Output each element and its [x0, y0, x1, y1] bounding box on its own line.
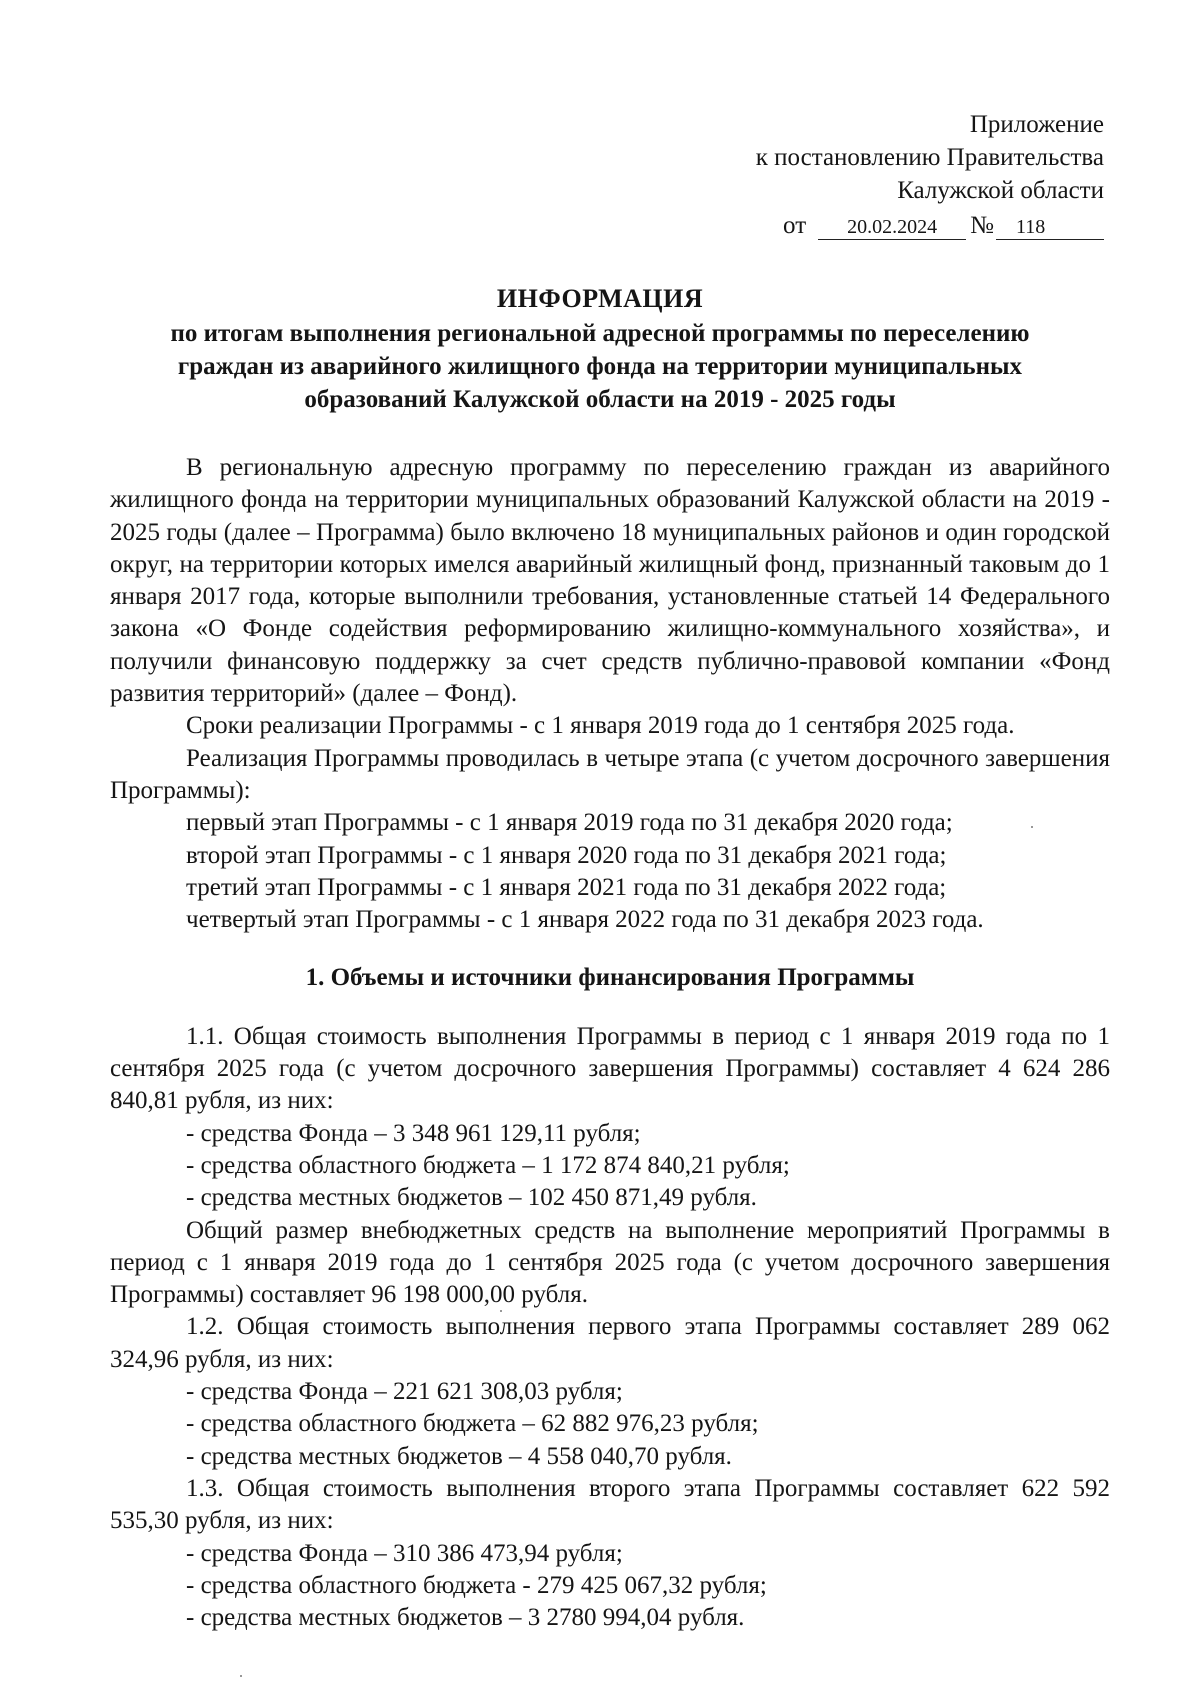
stage-item: первый этап Программы - с 1 января 2019 года по 31 декабря 2020 года;: [186, 809, 953, 837]
title-main: ИНФОРМАЦИЯ: [496, 284, 704, 313]
document-body: [110, 452, 1110, 1634]
funding-item: - средства местных бюджетов – 4 558 040,70 рубля.: [186, 1442, 732, 1470]
program-stages-paragraph: Реализация Программы проводилась в четыре этапа (с учетом досрочного завершения Программы):: [110, 744, 1110, 804]
registration-date: 20.02.2024: [818, 215, 966, 240]
intro-paragraph: В региональную адресную программу по переселению граждан из аварийного жилищного фонда на территории муниципальных образований Калужской области на 2019 - 2025 годы (далее – Программа) было включено 18 муниципальных районов и один городской округ, на территории которых имелся аварийный жилищный фонд, признанный таковым до 1 января 2017 года, которые выполнили требования, установленные статьей 14 Федерального закона «О Фонде содействия реформированию жилищно-коммунального хозяйства», и получили финансовую поддержку за счет средств публично-правовой компании «Фонд развития территорий» (далее – Фонд).: [110, 454, 1110, 708]
appendix-resolution-line: к постановлению Правительства: [755, 144, 1104, 171]
funding-item: - средства местных бюджетов – 3 2780 994,04 рубля.: [186, 1604, 745, 1632]
paragraph-1-1: 1.1. Общая стоимость выполнения Программы в период с 1 января 2019 года по 1 сентября 2025 года (с учетом досрочного завершения Программы) составляет 4 624 286 840,81 рубля, из них:: [110, 1022, 1110, 1115]
extrabudgetary-paragraph: Общий размер внебюджетных средств на выполнение мероприятий Программы в период с 1 января 2019 года до 1 сентября 2025 года (с учетом досрочного завершения Программы) составляет 96 198 000,00 рубля.: [110, 1216, 1110, 1309]
number-sign: №: [970, 212, 994, 239]
title-line-1: по итогам выполнения региональной адресной программы по переселению: [170, 320, 1030, 347]
funding-item: - средства областного бюджета - 279 425 067,32 рубля;: [186, 1571, 767, 1599]
stage-item: третий этап Программы - с 1 января 2021 года по 31 декабря 2022 года;: [186, 873, 947, 901]
stage-item: второй этап Программы - с 1 января 2020 года по 31 декабря 2021 года;: [186, 841, 947, 869]
paragraph-1-3: 1.3. Общая стоимость выполнения второго этапа Программы составляет 622 592 535,30 рубля, из них:: [110, 1474, 1110, 1535]
scan-speck: [240, 1675, 242, 1677]
funding-item: - средства областного бюджета – 62 882 976,23 рубля;: [186, 1410, 759, 1438]
title-line-3: образований Калужской области на 2019 - 2025 годы: [304, 386, 896, 413]
funding-item: - средства местных бюджетов – 102 450 871,49 рубля.: [186, 1184, 757, 1212]
registration-line: [756, 209, 1104, 242]
funding-item: - средства областного бюджета – 1 172 874 840,21 рубля;: [186, 1151, 790, 1179]
stage-item: четвертый этап Программы - с 1 января 2022 года по 31 декабря 2023 года.: [186, 906, 984, 934]
date-prefix: от: [783, 212, 807, 239]
section-heading: 1. Объемы и источники финансирования Программы: [305, 964, 915, 992]
appendix-label: Приложение: [969, 111, 1104, 138]
registration-number: 118: [996, 215, 1104, 240]
paragraph-1-2: 1.2. Общая стоимость выполнения первого этапа Программы составляет 289 062 324,96 рубля, из них:: [110, 1313, 1110, 1373]
funding-item: - средства Фонда – 3 348 961 129,11 рубля;: [186, 1119, 641, 1147]
appendix-header: [756, 108, 1104, 242]
funding-item: - средства Фонда – 310 386 473,94 рубля;: [186, 1539, 623, 1567]
document-title: [100, 282, 1100, 416]
appendix-region-line: Калужской области: [897, 177, 1104, 204]
funding-item: - средства Фонда – 221 621 308,03 рубля;: [186, 1378, 623, 1406]
program-terms-paragraph: Сроки реализации Программы - с 1 января 2019 года до 1 сентября 2025 года.: [186, 712, 1015, 740]
title-line-2: граждан из аварийного жилищного фонда на территории муниципальных: [177, 353, 1023, 380]
scan-speck: [500, 1310, 502, 1312]
scan-speck: [1031, 826, 1033, 828]
